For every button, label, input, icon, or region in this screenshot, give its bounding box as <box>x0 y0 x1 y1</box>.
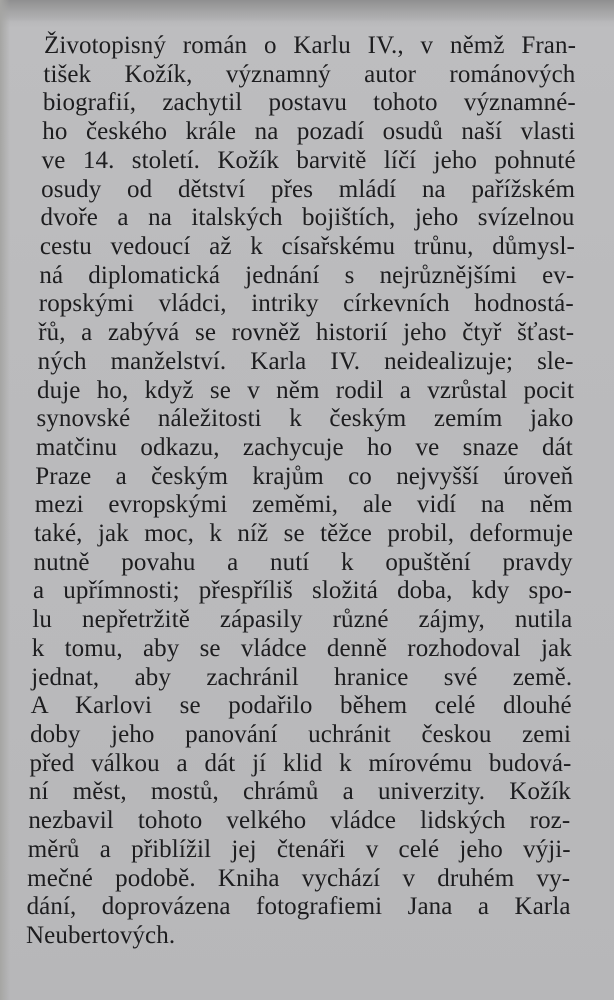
text-line: k tomu, aby se vládce denně rozhodoval jak <box>31 634 572 662</box>
text-line: před válkou a dát jí klid k mírovému budová- <box>29 749 572 777</box>
text-line: nezbavil tohoto velkého vládce lidských roz- <box>28 807 571 835</box>
text-line: Neubertových. <box>26 922 176 949</box>
text-line: ní měst, mostů, chrámů a univerzity. Kožík <box>28 778 571 806</box>
text-line: matčinu odkazu, zachycuje ho ve snaze dát <box>35 433 573 461</box>
text-line: měrů a přiblížil jej čtenáři v celé jeho výji- <box>27 835 571 863</box>
text-line: dvoře a na italských bojištích, jeho svízelnou <box>40 204 575 232</box>
text-line: nutně povahu a nutí k opuštění pravdy <box>33 548 573 576</box>
text-line: lu nepřetržitě zápasily různé zájmy, nutila <box>32 606 573 634</box>
text-line: dání, doprovázena fotografiemi Jana a Karla <box>26 893 571 921</box>
text-line: ných manželství. Karla IV. neidealizuje; sle- <box>37 347 574 375</box>
text-line: duje ho, když se v něm rodil a vzrůstal pocit <box>37 376 575 404</box>
text-line: ho českého krále na pozadí osudů naší vlasti <box>42 118 576 146</box>
text-line: biografií, zachytil postavu tohoto významné- <box>42 89 576 117</box>
text-line: ve 14. století. Kožík barvitě líčí jeho pohnuté <box>41 146 576 174</box>
text-line: Praze a českým krajům co nejvyšší úroveň <box>35 462 574 490</box>
text-line: osudy od dětství přes mládí na pařížském <box>41 175 576 203</box>
text-line: ropskými vládci, intriky církevních hodnostá- <box>38 290 574 318</box>
text-line: synovské náležitosti k českým zemím jako <box>36 405 574 433</box>
text-line: také, jak moc, k níž se těžce probil, deformuje <box>34 520 574 548</box>
text-line: A Karlovi se podařilo během celé dlouhé <box>30 692 572 720</box>
text-line: doby jeho panování uchránit českou zemi <box>30 721 572 749</box>
text-line: tišek Kožík, významný autor románových <box>43 60 576 88</box>
text-line: mezi evropskými zeměmi, ale vidí na něm <box>34 491 573 519</box>
text-line: cestu vedoucí až k císařskému trůnu, důmysl- <box>39 232 575 260</box>
text-line: jednat, aby zachránil hranice své země. <box>31 663 573 691</box>
text-line: mečné podobě. Kniha vychází v druhém vy- <box>27 864 571 892</box>
text-line: ná diplomatická jednání s nejrůznějšími ev- <box>39 261 575 289</box>
text-line: řů, a zabývá se rovněž historií jeho čtyř šťast- <box>38 319 575 347</box>
text-line: a upřímnosti; přespříliš složitá doba, kdy spo- <box>32 577 572 605</box>
text-line: Životopisný román o Karlu IV., v němž Fran- <box>44 32 576 59</box>
